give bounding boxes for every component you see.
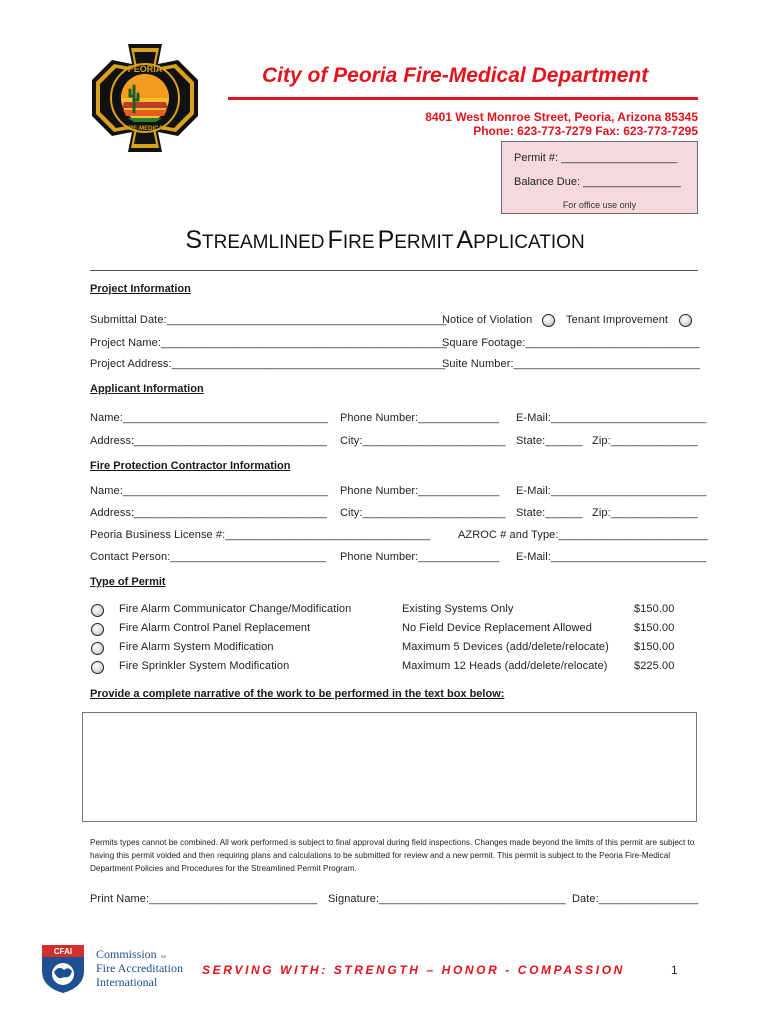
suite-number-field[interactable]: Suite Number:______________________________ — [442, 358, 701, 370]
balance-due-field[interactable]: Balance Due: ________________ — [514, 176, 681, 188]
permit-option-condition: Existing Systems Only — [402, 603, 514, 615]
logo-text-bottom: FIRE-MEDICAL — [123, 126, 167, 132]
applicant-zip-field[interactable]: Zip:______________ — [592, 435, 698, 447]
title-rule — [90, 270, 698, 271]
narrative-heading: Provide a complete narrative of the work to be performed in the text box below: — [90, 688, 505, 700]
permit-option-name: Fire Alarm Communicator Change/Modification — [119, 603, 352, 615]
cfai-logo — [40, 943, 200, 995]
permit-option-fee: $150.00 — [634, 641, 675, 653]
office-use-note: For office use only — [562, 200, 637, 210]
narrative-textbox[interactable] — [82, 712, 697, 822]
peoria-fire-medical-logo — [90, 42, 200, 154]
contractor-address-field[interactable]: Address:_______________________________ — [90, 507, 327, 519]
cfai-on: on — [161, 955, 166, 960]
permit-number-field[interactable]: Permit #: ___________________ — [514, 152, 678, 164]
form-title — [0, 226, 770, 255]
cfai-line1: Commission — [96, 947, 157, 961]
contractor-info-heading: Fire Protection Contractor Information — [90, 460, 291, 472]
contractor-state-field[interactable]: State:______ — [516, 507, 583, 519]
permit-option-name: Fire Alarm System Modification — [119, 641, 274, 653]
contact-phone-field[interactable]: Phone Number:_____________ — [340, 551, 500, 563]
permit-option-condition: No Field Device Replacement Allowed — [402, 622, 592, 634]
header-rule — [228, 97, 698, 100]
contractor-phone-field[interactable]: Phone Number:_____________ — [340, 485, 500, 497]
permit-option-fee: $150.00 — [634, 603, 675, 615]
office-use-box — [501, 141, 698, 214]
title-cap-3: P — [377, 226, 395, 254]
permit-disclaimer: Permits types cannot be combined. All work performed is subject to final approval during field inspections. Changes made beyond the limits of this permit are subject to having this permit voided and then requiring plans and calculations to be submitted for review and a new permit. This permit is subject to the Peoria Fire-Medical Department Policies and Procedures for the Streamlined Permit Program. — [90, 838, 695, 873]
square-footage-field[interactable]: Square Footage:____________________________ — [442, 337, 700, 349]
business-license-field[interactable]: Peoria Business License #:_________________________________ — [90, 529, 431, 541]
permit-option-radio[interactable] — [91, 604, 104, 617]
contact-email-field[interactable]: E-Mail:_________________________ — [516, 551, 707, 563]
applicant-state-field[interactable]: State:______ — [516, 435, 583, 447]
date-field[interactable]: Date:________________ — [572, 893, 699, 905]
title-cap-1: S — [185, 226, 202, 254]
permit-option-radio[interactable] — [91, 661, 104, 674]
permit-option-fee: $225.00 — [634, 660, 675, 672]
project-name-field[interactable]: Project Name:______________________________________________ — [90, 337, 448, 349]
permit-option-name: Fire Sprinkler System Modification — [119, 660, 290, 672]
permit-option-radio[interactable] — [91, 642, 104, 655]
title-rest-3: ERMIT — [394, 232, 454, 253]
title-rest-4: PPLICATION — [473, 232, 585, 253]
contractor-zip-field[interactable]: Zip:______________ — [592, 507, 698, 519]
department-address-block — [425, 110, 698, 138]
applicant-phone-field[interactable]: Phone Number:_____________ — [340, 412, 500, 424]
logo-text-top: PEORIA — [127, 64, 163, 74]
department-phone-fax: Phone: 623-773-7279 Fax: 623-773-7295 — [473, 124, 698, 138]
print-name-field[interactable]: Print Name:___________________________ — [90, 893, 318, 905]
permit-option-name: Fire Alarm Control Panel Replacement — [119, 622, 311, 634]
title-rest-1: TREAMLINED — [202, 232, 325, 253]
permit-option-condition: Maximum 5 Devices (add/delete/relocate) — [402, 641, 609, 653]
signature-field[interactable]: Signature:______________________________ — [328, 893, 566, 905]
applicant-name-field[interactable]: Name:_________________________________ — [90, 412, 329, 424]
permit-type-heading: Type of Permit — [90, 576, 166, 588]
applicant-address-field[interactable]: Address:_______________________________ — [90, 435, 327, 447]
submittal-date-field[interactable]: Submittal Date:_____________________________________________ — [90, 314, 447, 326]
page-number: 1 — [671, 963, 678, 977]
project-info-heading: Project Information — [90, 283, 191, 295]
title-cap-4: A — [456, 226, 474, 254]
notice-of-violation-label: Notice of Violation — [442, 314, 533, 326]
department-address: 8401 West Monroe Street, Peoria, Arizona 85345 — [425, 110, 698, 124]
cfai-line3: International — [96, 975, 158, 989]
contractor-city-field[interactable]: City:_______________________ — [340, 507, 506, 519]
azroc-field[interactable]: AZROC # and Type:________________________ — [458, 529, 708, 541]
tenant-improvement-radio[interactable] — [679, 314, 692, 327]
applicant-info-heading: Applicant Information — [90, 383, 204, 395]
permit-option-radio[interactable] — [91, 623, 104, 636]
applicant-email-field[interactable]: E-Mail:_________________________ — [516, 412, 707, 424]
contact-person-field[interactable]: Contact Person:_________________________ — [90, 551, 326, 563]
department-title: City of Peoria Fire-Medical Department — [262, 64, 649, 87]
contractor-email-field[interactable]: E-Mail:_________________________ — [516, 485, 707, 497]
title-rest-2: IRE — [342, 232, 375, 253]
footer-motto: SERVING WITH: STRENGTH – HONOR - COMPASSION — [202, 963, 625, 977]
cfai-line2: Fire Accreditation — [96, 961, 183, 975]
notice-of-violation-radio[interactable] — [542, 314, 555, 327]
cfai-badge-text: CFAI — [53, 947, 73, 956]
permit-option-fee: $150.00 — [634, 622, 675, 634]
title-cap-2: F — [327, 226, 343, 254]
permit-option-condition: Maximum 12 Heads (add/delete/relocate) — [402, 660, 608, 672]
project-address-field[interactable]: Project Address:____________________________________________ — [90, 358, 446, 370]
contractor-name-field[interactable]: Name:_________________________________ — [90, 485, 329, 497]
tenant-improvement-label: Tenant Improvement — [566, 314, 669, 326]
applicant-city-field[interactable]: City:_______________________ — [340, 435, 506, 447]
